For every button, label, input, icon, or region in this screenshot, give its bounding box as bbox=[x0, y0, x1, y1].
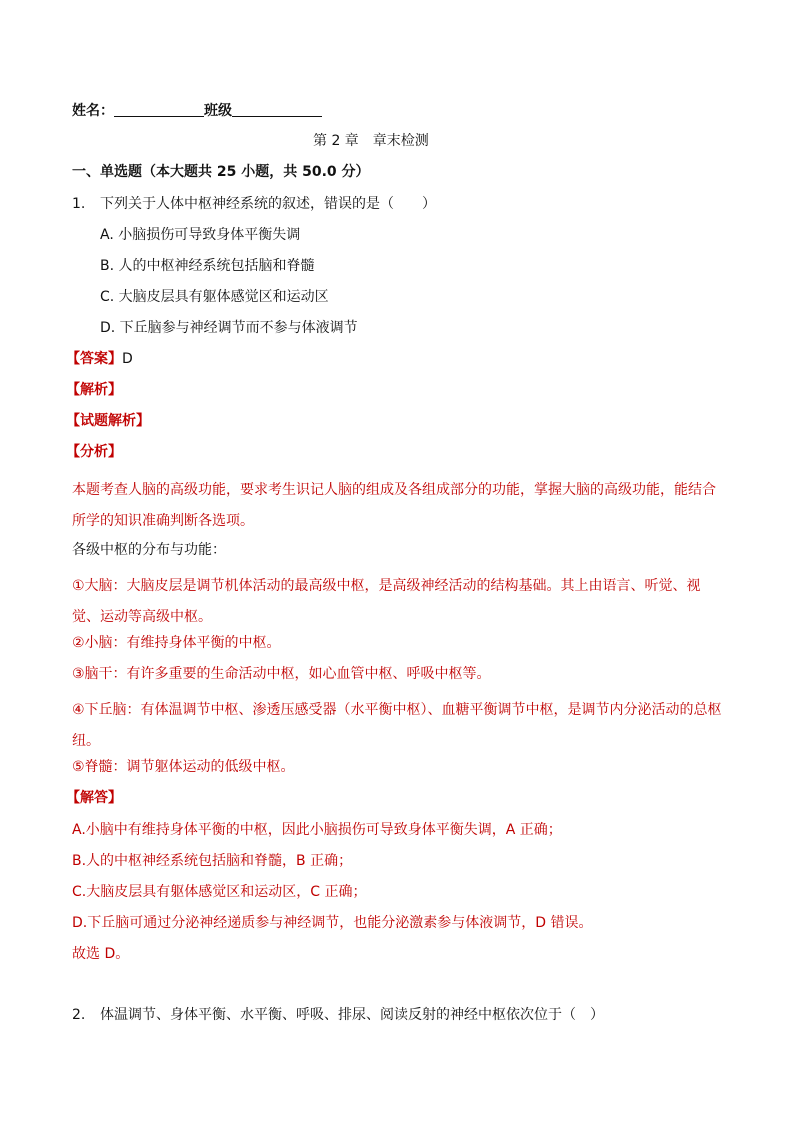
name-label: 姓名： bbox=[72, 103, 114, 119]
question-2 bbox=[72, 1005, 604, 1025]
fenxi-paragraph: 本题考查人脑的高级功能，要求考生识记人脑的组成及各组成部分的功能，掌握大脑的高级功能，能结合所学的知识准确判断各选项。 bbox=[72, 482, 716, 529]
class-blank[interactable] bbox=[232, 102, 322, 117]
solution-conclusion: 故选 D。 bbox=[72, 946, 130, 962]
name-blank[interactable] bbox=[114, 102, 204, 117]
question-stem: 体温调节、身体平衡、水平衡、呼吸、排尿、阅读反射的神经中枢依次位于（ ） bbox=[100, 1007, 604, 1023]
option-b: B. 人的中枢神经系统包括脑和脊髓 bbox=[100, 258, 315, 274]
section-heading: 一、单选题（本大题共 25 小题，共 50.0 分） bbox=[72, 164, 370, 180]
center-spinal-cord: ⑤脊髓：调节躯体运动的低级中枢。 bbox=[72, 759, 295, 775]
fenxi-tag: 【分析】 bbox=[66, 444, 122, 460]
answer-tag: 【答案】 bbox=[66, 351, 122, 367]
solution-c: C.大脑皮层具有躯体感觉区和运动区，C 正确； bbox=[72, 884, 367, 900]
option-c: C. 大脑皮层具有躯体感觉区和运动区 bbox=[100, 289, 329, 305]
center-hypothalamus: ④下丘脑：有体温调节中枢、渗透压感受器（水平衡中枢）、血糖平衡调节中枢，是调节内分泌活动的总枢纽。 bbox=[72, 702, 722, 749]
center-cerebrum: ①大脑：大脑皮层是调节机体活动的最高级中枢，是高级神经活动的结构基础。其上由语言、听觉、视觉、运动等高级中枢。 bbox=[72, 578, 701, 625]
question-number: 1. bbox=[72, 196, 86, 212]
class-label: 班级 bbox=[204, 103, 232, 119]
answer-value: D bbox=[122, 351, 133, 367]
solution-d: D.下丘脑可通过分泌神经递质参与神经调节，也能分泌激素参与体液调节，D 错误。 bbox=[72, 915, 593, 931]
analysis-tag: 【解析】 bbox=[66, 382, 122, 398]
question-number: 2. bbox=[72, 1007, 86, 1023]
page-title: 第 2 章 章末检测 bbox=[313, 133, 429, 149]
solution-a: A.小脑中有维持身体平衡的中枢，因此小脑损伤可导致身体平衡失调，A 正确； bbox=[72, 822, 562, 838]
option-a: A. 小脑损伤可导致身体平衡失调 bbox=[100, 227, 301, 243]
center-brainstem: ③脑干：有许多重要的生命活动中枢，如心血管中枢、呼吸中枢等。 bbox=[72, 666, 491, 682]
question-stem: 下列关于人体中枢神经系统的叙述，错误的是（ ） bbox=[100, 196, 436, 212]
solution-b: B.人的中枢神经系统包括脑和脊髓，B 正确； bbox=[72, 853, 353, 869]
centers-title: 各级中枢的分布与功能： bbox=[72, 542, 226, 558]
option-d: D. 下丘脑参与神经调节而不参与体液调节 bbox=[100, 320, 358, 336]
answer-line bbox=[66, 349, 133, 369]
jieda-tag: 【解答】 bbox=[66, 790, 122, 806]
explain-tag: 【试题解析】 bbox=[66, 413, 150, 429]
question-1 bbox=[72, 194, 436, 214]
student-info-line bbox=[72, 101, 322, 121]
center-cerebellum: ②小脑：有维持身体平衡的中枢。 bbox=[72, 635, 281, 651]
